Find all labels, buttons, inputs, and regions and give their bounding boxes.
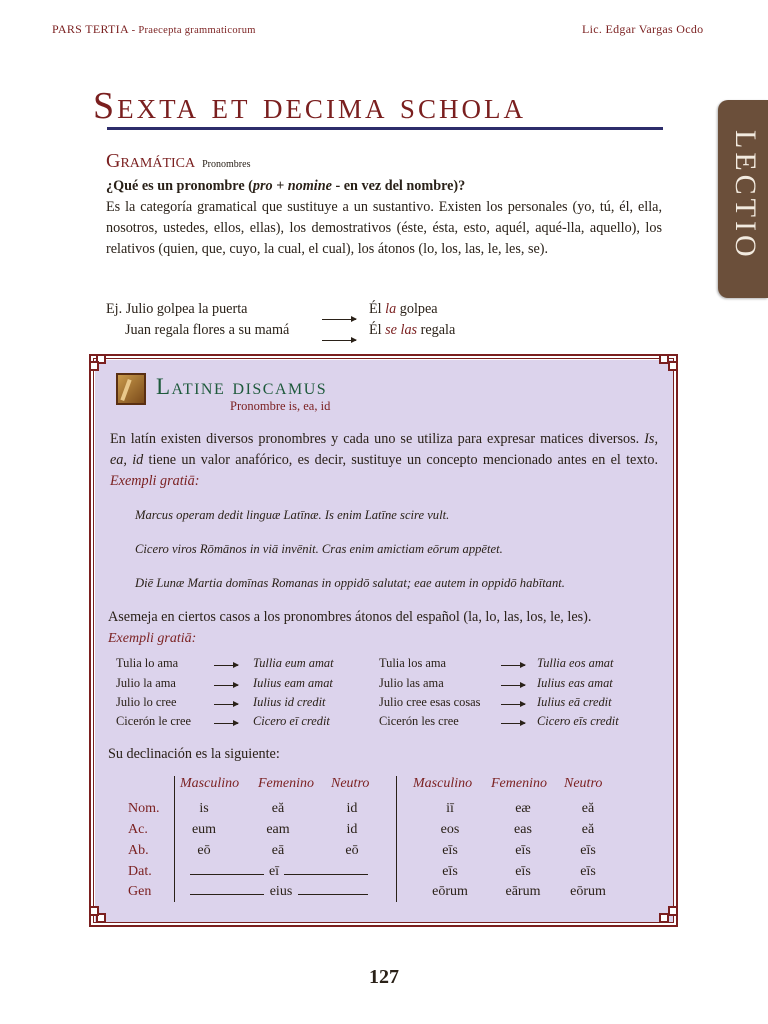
example-arrow-2 <box>322 331 356 349</box>
case-label: Ac. <box>128 822 148 837</box>
table-divider <box>174 776 175 902</box>
lectio-tab-label: LECTIO <box>729 130 762 261</box>
pronombre-definition: Es la categoría gramatical que sustituye a un sustantivo. Existen los personales (yo, tú, él, ella, nosotros, ustedes, ellos, ellas), los demostrativos (éste, ésta, esto, aquél, aqué-lla, aquello), los relativos (quien, que, cuyo, la cual, el cual), los átonos (lo, los, las, le, les, se). <box>106 199 662 257</box>
question-part-b: - en vez del nombre)? <box>331 178 466 194</box>
table-cell: eos <box>440 822 460 837</box>
arrow-icon <box>501 665 525 666</box>
example-left-2: Juan regala flores a su mamá <box>125 322 290 338</box>
col-header: Neutro <box>564 776 603 791</box>
table-cell: eius <box>269 884 293 899</box>
pair-es: Julio cree esas cosas <box>379 695 481 709</box>
table-cell: eō <box>345 843 359 858</box>
latin-sentence: Cicero viros Rōmānos in viā invēnit. Cras enim amictiam eōrum appētet. <box>135 542 503 556</box>
pair-la: Tullia eum amat <box>253 656 334 670</box>
table-cell: eīs <box>442 843 458 858</box>
frame-corner <box>668 906 678 916</box>
arrow-icon <box>214 723 238 724</box>
table-cell: eā <box>271 843 285 858</box>
gramatica-subtitle: Pronombres <box>202 159 251 170</box>
arrow-icon <box>214 704 238 705</box>
latine-intro: En latín existen diversos pronombres y cada uno se utiliza para expresar matices diversos. Is, ea, id tiene un valor anafórico, es decir, sustituye un concepto mencionado antes en el texto. Exempli gratiā: <box>110 431 658 489</box>
case-label: Dat. <box>128 864 152 879</box>
table-cell: eæ <box>515 801 531 816</box>
col-header: Neutro <box>331 776 370 791</box>
col-header: Femenino <box>258 776 314 791</box>
col-header: Masculino <box>413 776 473 791</box>
table-cell: eīs <box>442 864 458 879</box>
table-cell: iī <box>446 801 454 816</box>
case-label: Gen <box>128 884 152 899</box>
col-header: Masculino <box>180 776 240 791</box>
part-subtitle: - Praecepta grammaticorum <box>131 25 256 36</box>
part-label: PARS TERTIA <box>52 22 129 36</box>
dash-line <box>190 874 264 875</box>
pairs-left <box>116 656 376 736</box>
table-cell: eōrum <box>432 884 468 899</box>
table-cell: eă <box>581 822 595 837</box>
frame-corner <box>89 906 99 916</box>
table-cell: eīs <box>580 843 596 858</box>
dash-line <box>284 874 368 875</box>
table-cell: eă <box>271 801 285 816</box>
pair-es: Cicerón le cree <box>116 714 191 728</box>
table-cell: eas <box>514 822 532 837</box>
question-part-a: ¿Qué es un pronombre ( <box>106 178 253 194</box>
table-cell: is <box>199 801 209 816</box>
page-title: Sexta et decima schola <box>93 85 526 127</box>
latine-subheading: Pronombre is, ea, id <box>230 399 331 413</box>
pair-la: Iulius eam amat <box>253 676 333 690</box>
arrow-icon <box>214 665 238 666</box>
table-cell: id <box>346 801 358 816</box>
running-header-left <box>52 22 256 37</box>
arrow-icon <box>501 704 525 705</box>
pair-la: Iulius eā credit <box>537 695 612 709</box>
pair-es: Julio lo cree <box>116 695 177 709</box>
pair-la: Cicero eī credit <box>253 714 330 728</box>
example-right-1: Él la golpea <box>369 301 438 317</box>
pair-es: Cicerón les cree <box>379 714 459 728</box>
frame-corner <box>668 361 678 371</box>
table-cell: eum <box>191 822 217 837</box>
gramatica-heading <box>106 150 250 173</box>
arrow-icon <box>214 685 238 686</box>
pronombre-question <box>106 176 662 197</box>
pair-la: Iulius eas amat <box>537 676 613 690</box>
example-left-1: Ej. Julio golpea la puerta <box>106 301 248 317</box>
table-cell: eam <box>266 822 290 837</box>
pair-es: Julio la ama <box>116 676 176 690</box>
table-cell: eī <box>268 864 280 879</box>
example-right-2: Él se las regala <box>369 322 456 338</box>
frame-corner <box>89 361 99 371</box>
pair-la: Cicero eīs credit <box>537 714 619 728</box>
question-latin: pro + nomine <box>252 178 332 194</box>
dash-line <box>190 894 264 895</box>
col-header: Femenino <box>491 776 547 791</box>
table-cell: eă <box>581 801 595 816</box>
running-header-right: Lic. Edgar Vargas Ocdo <box>582 22 704 36</box>
arrow-icon <box>501 685 525 686</box>
latine-heading: Latine discamus <box>156 374 328 399</box>
table-cell: eīs <box>580 864 596 879</box>
case-label: Ab. <box>128 843 149 858</box>
table-cell: eō <box>197 843 211 858</box>
pair-la: Tullia eos amat <box>537 656 614 670</box>
declension-table <box>100 770 660 910</box>
table-cell: eārum <box>505 884 541 899</box>
pairs-right <box>379 656 659 736</box>
example-arrow-1 <box>322 310 356 328</box>
page-number: 127 <box>369 966 399 988</box>
pair-es: Tulia lo ama <box>116 656 179 670</box>
asemeja-text: Asemeja en ciertos casos a los pronombres átonos del español (la, lo, las, los, le, les). <box>108 609 592 625</box>
table-divider <box>396 776 397 902</box>
book-icon <box>116 373 146 405</box>
latin-sentence: Marcus operam dedit linguæ Latīnæ. Is enim Latīne scire vult. <box>135 508 450 522</box>
table-cell: eīs <box>515 864 531 879</box>
case-label: Nom. <box>128 801 160 816</box>
title-underline <box>107 127 663 130</box>
lectio-tab <box>718 100 768 298</box>
table-cell: eīs <box>515 843 531 858</box>
declension-intro: Su declinación es la siguiente: <box>108 746 280 762</box>
table-cell: id <box>346 822 358 837</box>
pair-la: Iulius id credit <box>253 695 326 709</box>
table-cell: eōrum <box>570 884 606 899</box>
arrow-icon <box>501 723 525 724</box>
gramatica-title: Gramática <box>106 150 196 172</box>
pair-es: Tulia los ama <box>379 656 447 670</box>
pair-es: Julio las ama <box>379 676 444 690</box>
latin-sentence: Diē Lunæ Martia domīnas Romanas in oppidō salutat; eae autem in oppidō habītant. <box>135 576 565 590</box>
dash-line <box>298 894 368 895</box>
exempli-label: Exempli gratiā: <box>108 631 197 646</box>
